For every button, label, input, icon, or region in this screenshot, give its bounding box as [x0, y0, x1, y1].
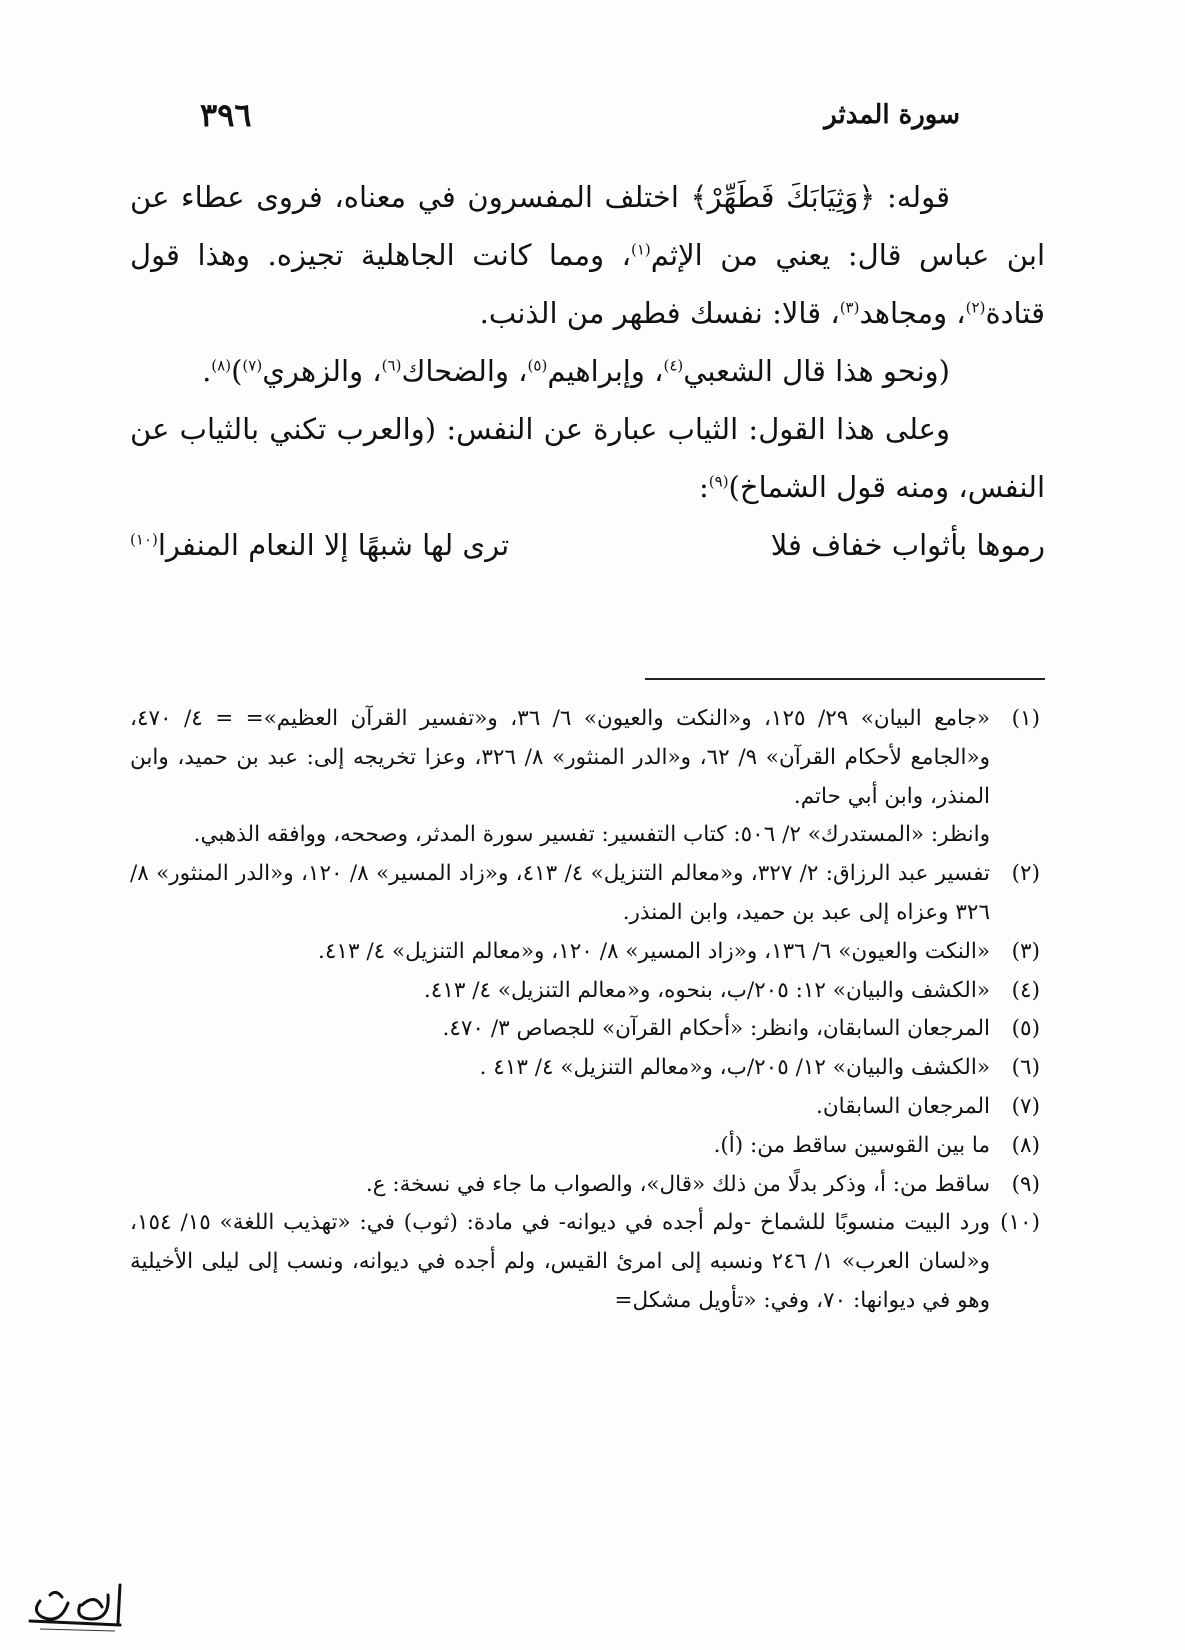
- footnote-number: (١٠): [1000, 1210, 1040, 1236]
- footnote-number: [990, 816, 1040, 855]
- text-segment: قوله: ﴿وَثِيَابَكَ فَطَهِّرْ﴾ اختلف المفسرون في معناه، فروى عطاء عن ابن عباس قال: يعني من الإثم: [130, 180, 1045, 272]
- main-text: [130, 168, 1045, 574]
- footnote: [130, 816, 1040, 855]
- footnote-number: (٣): [1011, 938, 1040, 964]
- paragraph-2: [130, 342, 1045, 400]
- footnote: [130, 1049, 1040, 1088]
- footnote-text: المرجعان السابقان.: [816, 1093, 990, 1119]
- text-segment: وعلى هذا القول: الثياب عبارة عن النفس: (والعرب تكني بالثياب عن النفس، ومنه قول الشماخ): [130, 412, 1045, 504]
- paragraph-3: [130, 400, 1045, 516]
- footnote-number: (٦): [1011, 1055, 1040, 1081]
- footnote-ref: (٩): [708, 472, 729, 491]
- text-segment: (ونحو هذا قال الشعبي: [683, 354, 950, 388]
- footnote-ref: (١٠): [130, 530, 158, 549]
- footnote-ref: (٧): [242, 356, 263, 375]
- footnote-number: (١): [1011, 706, 1040, 731]
- watermark-logo: [20, 1575, 130, 1635]
- footnote-number: (٧): [1011, 1093, 1040, 1119]
- footnote-ref: (٣): [839, 298, 860, 317]
- footnote-ref: (٨): [211, 356, 232, 375]
- footnote-ref: (٦): [381, 356, 402, 375]
- footnote-number: (٨): [1011, 1132, 1040, 1158]
- text-segment: ، والضحاك: [401, 354, 528, 388]
- footnote: [130, 1204, 1040, 1320]
- footnote-number: (٥): [1011, 1016, 1040, 1042]
- poetry-verse: [130, 516, 1045, 574]
- text-segment: ، وإبراهيم: [547, 354, 664, 388]
- footnote-text: ساقط من: أ، وذكر بدلًا من ذلك «قال»، والصواب ما جاء في نسخة: ع.: [365, 1171, 990, 1197]
- footnote-number: (٢): [1011, 861, 1040, 887]
- footnote: [130, 1127, 1040, 1166]
- footnote: [130, 972, 1040, 1011]
- text-segment: ، قالا: نفسك فطهر من الذنب.: [479, 296, 840, 330]
- text-segment: ، ومجاهد: [859, 296, 966, 330]
- text-segment: :: [698, 470, 709, 504]
- text-segment: ): [231, 354, 243, 388]
- text-segment: ، والزهري: [262, 354, 382, 388]
- footnote-text: وانظر: «المستدرك» ٢/ ٥٠٦: كتاب التفسير: تفسير سورة المدثر، وصححه، ووافقه الذهبي.: [193, 822, 990, 848]
- footnote-text: تفسير عبد الرزاق: ٢/ ٣٢٧، و«معالم التنزيل» ٤/ ٤١٣، و«زاد المسير» ٨/ ١٢٠، و«الدر المنثور» ٨/ ٣٢٦ وعزاه إلى عبد بن حميد، وابن المنذر.: [130, 861, 990, 925]
- page-header: [200, 90, 960, 140]
- footnote-text: «النكت والعيون» ٦/ ١٣٦، و«زاد المسير» ٨/ ١٢٠، و«معالم التنزيل» ٤/ ٤١٣.: [318, 938, 990, 964]
- verse-second-hemistich: [130, 516, 509, 574]
- footnote: [130, 700, 1040, 816]
- page-number: ٣٩٦: [200, 96, 252, 134]
- footnote-ref: (٥): [527, 356, 548, 375]
- footnote-ref: (١): [630, 240, 651, 259]
- footnote-ref: (٤): [663, 356, 684, 375]
- footnote: [130, 1010, 1040, 1049]
- footnote-number: (٩): [1011, 1171, 1040, 1197]
- footnote-text: المرجعان السابقان، وانظر: «أحكام القرآن» للجصاص ٣/ ٤٧٠.: [442, 1016, 990, 1042]
- text-segment: .: [202, 354, 212, 388]
- verse-text: ترى لها شبهًا إلا النعام المنفرا: [157, 528, 510, 562]
- footnote-ref: (٢): [965, 298, 986, 317]
- footnote-number: (٤): [1011, 977, 1040, 1003]
- footnote: [130, 933, 1040, 972]
- footnote-text: «جامع البيان» ٢٩/ ١٢٥، و«النكت والعيون» ٦/ ٣٦، و«تفسير القرآن العظيم»= = ٤/ ٤٧٠، و«الجامع لأحكام القرآن» ٩/ ٦٢، و«الدر المنثور» ٨/ ٣٢٦، وعزا تخريجه إلى: عبد بن حميد، وابن المنذر، وابن أبي حاتم.: [130, 706, 991, 809]
- verse-first-hemistich: رموها بأثواب خفاف فلا: [770, 528, 1045, 562]
- footnote: [130, 1088, 1040, 1127]
- text-segment: ، ومما كانت الجاهلية تجيزه. وهذا قول قتادة: [130, 238, 1045, 330]
- footnote-text: ورد البيت منسوبًا للشماخ -ولم أجده في ديوانه- في مادة: (ثوب) في: «تهذيب اللغة» ١٥/ ١٥٤، و«لسان العرب» ١/ ٢٤٦ ونسبه إلى امرئ القيس، ولم أجده في ديوانه، ونسب إلى ليلى الأخيلية وهو في ديوانها: ٧٠، وفي: «تأويل مشكل=: [130, 1210, 991, 1313]
- running-title: سورة المدثر: [824, 100, 960, 130]
- footnote: [130, 1166, 1040, 1205]
- footnote: [130, 855, 1040, 933]
- paragraph-1: [130, 168, 1045, 342]
- footnote-text: «الكشف والبيان» ١٢: ٢٠٥/ب، بنحوه، و«معالم التنزيل» ٤/ ٤١٣.: [423, 977, 990, 1003]
- footnote-text: ما بين القوسين ساقط من: (أ).: [713, 1132, 990, 1158]
- footnotes: [130, 700, 1040, 1321]
- footnote-text: «الكشف والبيان» ١٢/ ٢٠٥/ب، و«معالم التنزيل» ٤/ ٤١٣ .: [479, 1055, 990, 1081]
- footnote-separator: [645, 678, 1045, 680]
- calligraphy-logo-icon: [20, 1575, 130, 1635]
